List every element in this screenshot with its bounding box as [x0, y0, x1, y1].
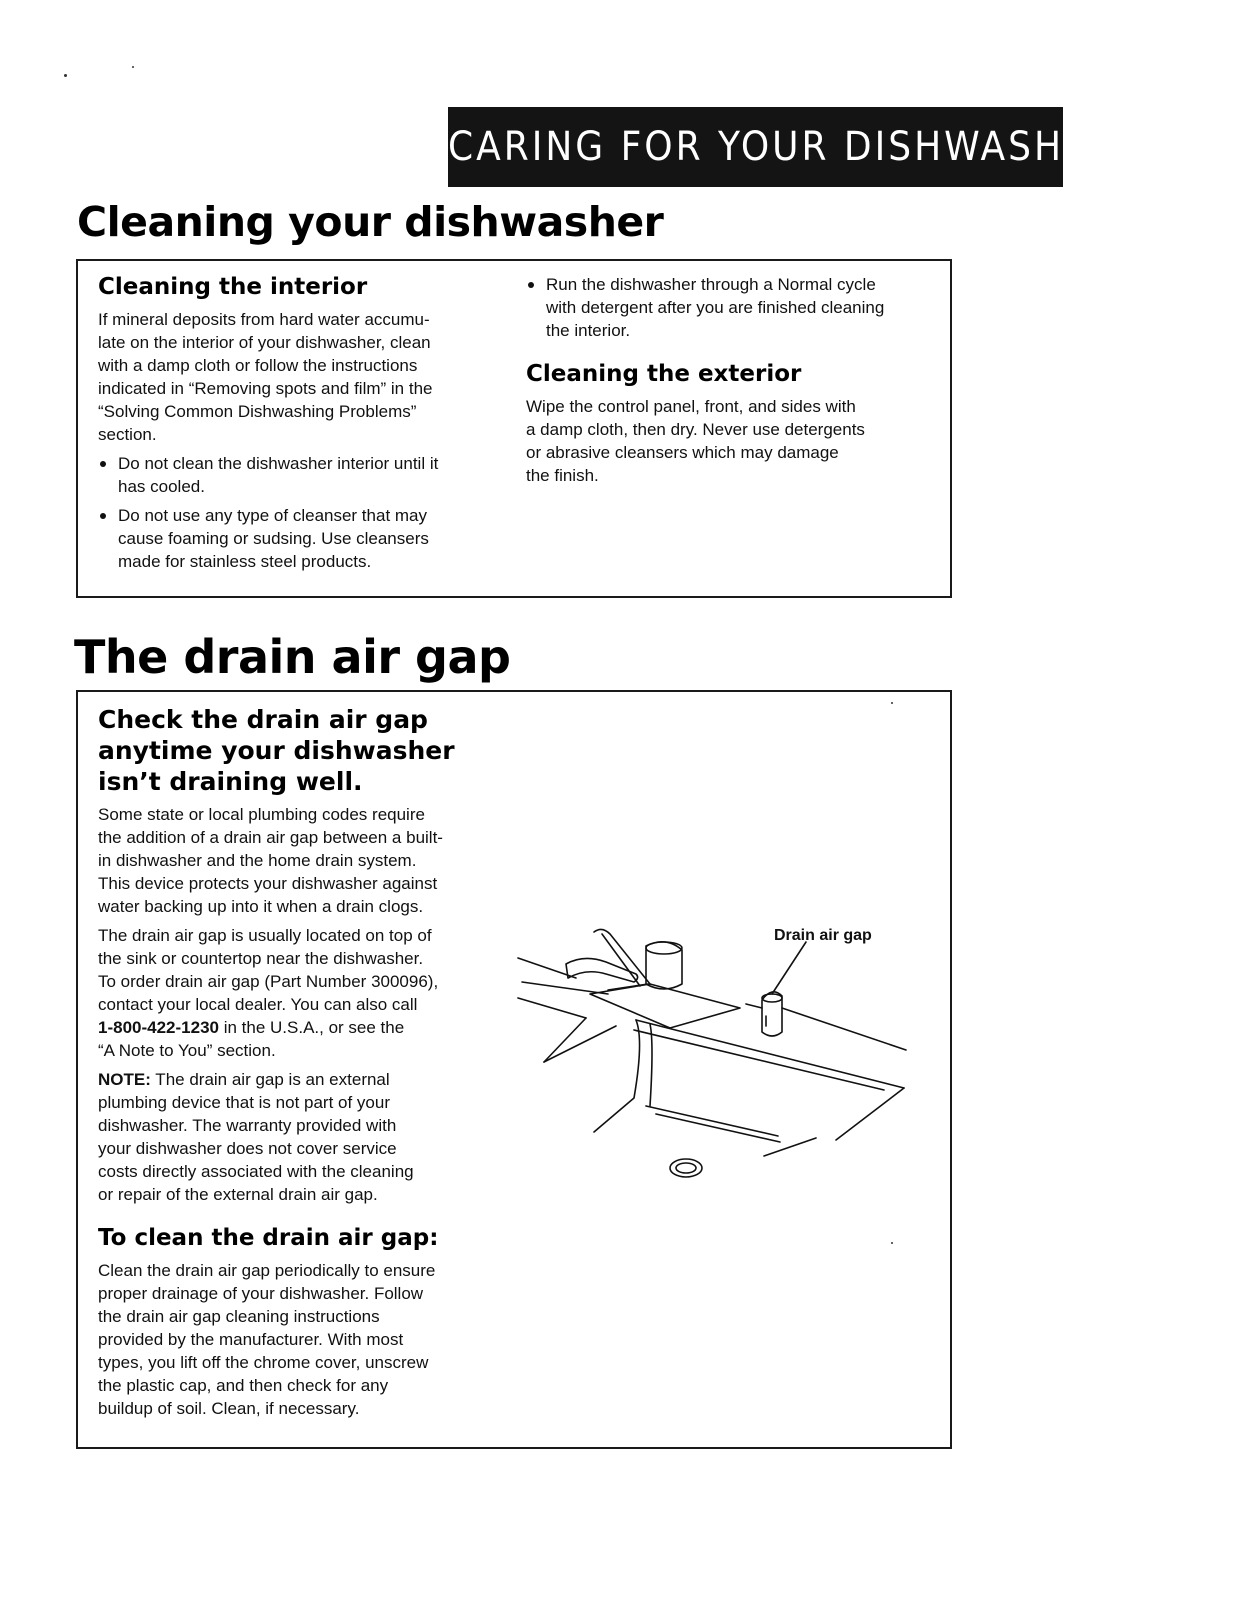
text-line: Some state or local plumbing codes require — [98, 805, 425, 824]
heading-line: isn’t draining well. — [98, 767, 363, 796]
text-line: “Solving Common Dishwashing Problems” — [98, 402, 417, 421]
clean-air-gap-heading: To clean the drain air gap: — [98, 1225, 439, 1251]
drain-para-location — [98, 924, 528, 1062]
section-title-cleaning: Cleaning your dishwasher — [77, 198, 664, 246]
clean-air-gap-text — [98, 1259, 528, 1420]
text-line: cause foaming or sudsing. Use cleansers — [118, 529, 429, 548]
text-line: Do not use any type of cleanser that may — [118, 506, 428, 525]
text-line: The drain air gap is usually located on top of — [98, 926, 432, 945]
text-line: with detergent after you are finished cleaning — [546, 298, 885, 317]
bullet-dot-icon — [100, 513, 106, 519]
sink-basin-icon — [594, 1020, 904, 1156]
drain-note — [98, 1068, 528, 1206]
check-heading — [98, 704, 528, 797]
drain-text-column — [98, 704, 528, 1420]
text-line: in dishwasher and the home drain system. — [98, 851, 417, 870]
text-line: proper drainage of your dishwasher. Follow — [98, 1284, 424, 1303]
text-line: or abrasive cleansers which may damage — [526, 443, 839, 462]
drain-icon — [670, 1159, 702, 1177]
text-line: plumbing device that is not part of your — [98, 1093, 390, 1112]
text-line: “A Note to You” section. — [98, 1041, 276, 1060]
cleaning-left-column — [98, 273, 508, 573]
text-line: a damp cloth, then dry. Never use detergents — [526, 420, 865, 439]
text-line: types, you lift off the chrome cover, unscrew — [98, 1353, 429, 1372]
scan-speck — [132, 66, 134, 68]
note-label: NOTE: — [98, 1070, 151, 1089]
interior-bullets-continued — [526, 273, 946, 342]
interior-bullets — [98, 452, 508, 573]
text-line: the sink or countertop near the dishwasher. — [98, 949, 424, 968]
faucet-icon — [566, 929, 740, 1028]
text-line: water backing up into it when a drain clogs. — [98, 897, 424, 916]
text-line: made for stainless steel products. — [118, 552, 372, 571]
chapter-banner-text: CARING FOR YOUR DISHWASHER — [448, 124, 1118, 170]
text-line: your dishwasher does not cover service — [98, 1139, 397, 1158]
interior-intro — [98, 308, 508, 446]
text-line: the plastic cap, and then check for any — [98, 1376, 389, 1395]
text-line: Wipe the control panel, front, and sides with — [526, 397, 856, 416]
text-line: contact your local dealer. You can also call — [98, 995, 418, 1014]
air-gap-icon — [746, 992, 906, 1050]
cleaning-box — [76, 259, 952, 598]
section-title-drain: The drain air gap — [74, 630, 511, 684]
bullet-item — [98, 504, 508, 573]
chapter-banner — [448, 107, 1118, 187]
bullet-dot-icon — [528, 282, 534, 288]
phone-number: 1-800-422-1230 — [98, 1018, 219, 1037]
drain-para-codes — [98, 803, 528, 918]
text-line: To order drain air gap (Part Number 300096), — [98, 972, 439, 991]
text-line: The drain air gap is an external — [150, 1070, 390, 1089]
sink-illustration — [516, 920, 936, 1220]
text-line: or repair of the external drain air gap. — [98, 1185, 378, 1204]
text-line: the finish. — [526, 466, 599, 485]
text-line: provided by the manufacturer. With most — [98, 1330, 404, 1349]
scan-speck — [64, 74, 67, 77]
text-line: the drain air gap cleaning instructions — [98, 1307, 380, 1326]
text-line: indicated in “Removing spots and film” in the — [98, 379, 433, 398]
text-line: the addition of a drain air gap between a built- — [98, 828, 443, 847]
text-line: If mineral deposits from hard water accumu- — [98, 310, 430, 329]
text-line: buildup of soil. Clean, if necessary. — [98, 1399, 360, 1418]
bullet-item — [98, 452, 508, 498]
exterior-heading: Cleaning the exterior — [526, 361, 802, 387]
cleaning-right-column — [526, 273, 946, 487]
text-line: late on the interior of your dishwasher, clean — [98, 333, 431, 352]
text-line: section. — [98, 425, 157, 444]
text-line: Clean the drain air gap periodically to ensure — [98, 1261, 436, 1280]
exterior-text — [526, 395, 946, 487]
text-line: costs directly associated with the cleaning — [98, 1162, 414, 1181]
label-pointer — [772, 942, 806, 994]
text-line: in the U.S.A., or see the — [218, 1018, 405, 1037]
bullet-dot-icon — [100, 461, 106, 467]
text-line: dishwasher. The warranty provided with — [98, 1116, 397, 1135]
text-line: Run the dishwasher through a Normal cycle — [546, 275, 876, 294]
text-line: has cooled. — [118, 477, 205, 496]
text-line: Do not clean the dishwasher interior until it — [118, 454, 439, 473]
text-line: the interior. — [546, 321, 631, 340]
drain-air-gap-label: Drain air gap — [774, 927, 872, 944]
text-line: with a damp cloth or follow the instructions — [98, 356, 418, 375]
bullet-item — [526, 273, 946, 342]
interior-heading: Cleaning the interior — [98, 274, 368, 300]
heading-line: anytime your dishwasher — [98, 736, 455, 765]
text-line: This device protects your dishwasher against — [98, 874, 438, 893]
heading-line: Check the drain air gap — [98, 705, 428, 734]
